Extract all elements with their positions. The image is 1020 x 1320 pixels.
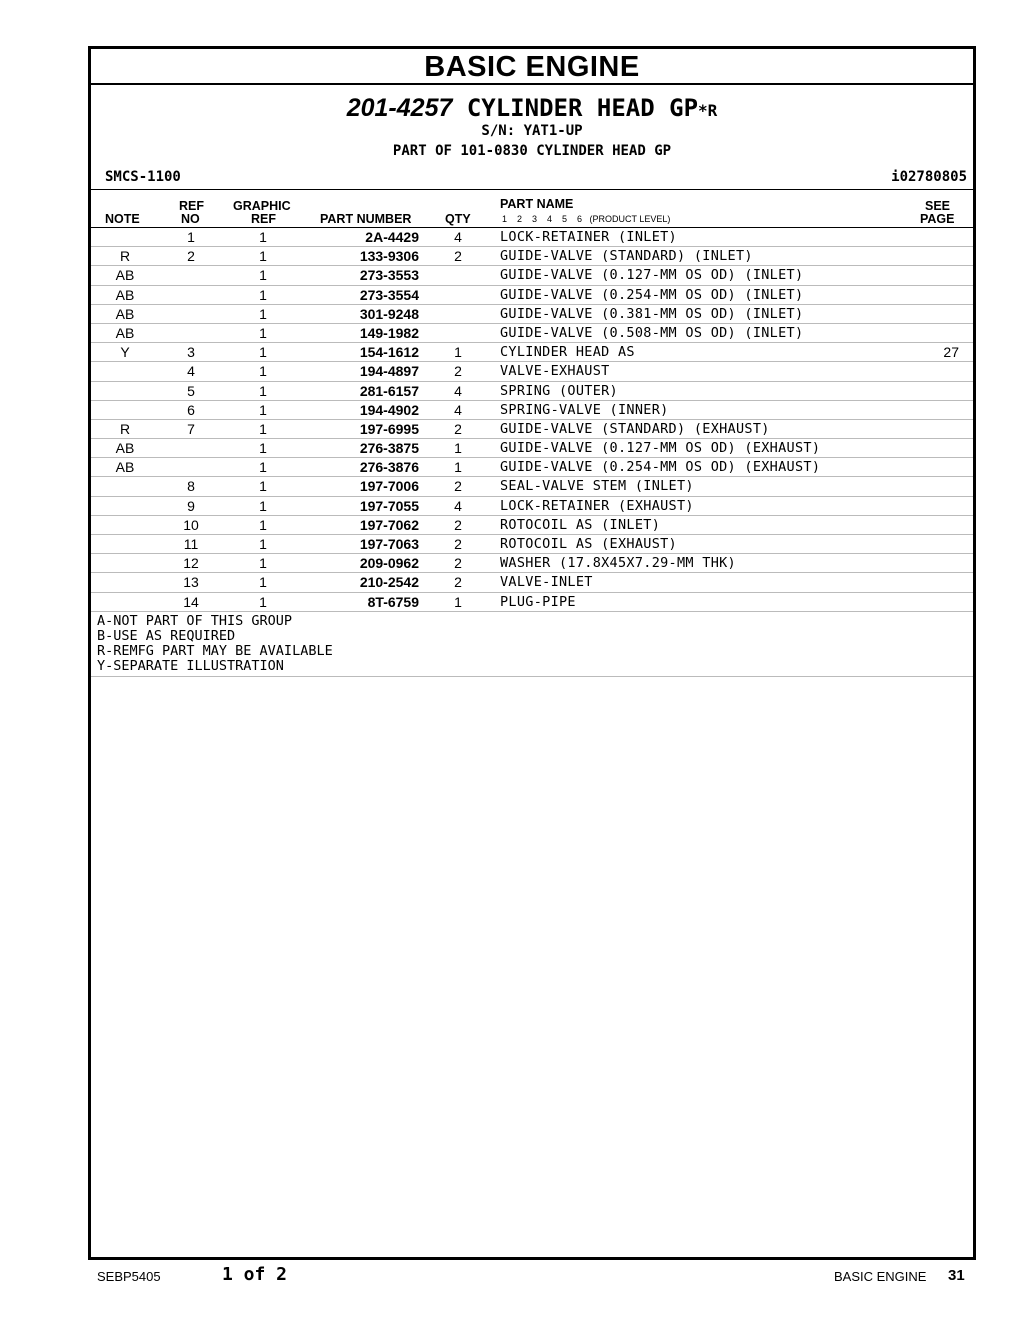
col-see-top: SEE [925, 199, 951, 213]
col-part-name: PART NAME [500, 197, 574, 211]
page-footer [0, 1266, 1020, 1290]
table-row: AB 1 273-3554 GUIDE-VALVE (0.254-MM OS OD) (INLET) [91, 286, 973, 305]
table-row: R 7 1 197-6995 2 GUIDE-VALVE (STANDARD) (EXHAUST) [91, 420, 973, 439]
table-row: 13 1 210-2542 2 VALVE-INLET [91, 573, 973, 592]
table-row: AB 1 276-3876 1 GUIDE-VALVE (0.254-MM OS OD) (EXHAUST) [91, 458, 973, 477]
footnote: R-REMFG PART MAY BE AVAILABLE [97, 642, 333, 659]
section-title: BASIC ENGINE [91, 49, 973, 85]
table-row: Y 3 1 154-1612 1 CYLINDER HEAD AS 27 [91, 343, 973, 362]
page-number: 31 [948, 1267, 965, 1284]
table-row: 8 1 197-7006 2 SEAL-VALVE STEM (INLET) [91, 477, 973, 496]
group-name: CYLINDER HEAD GP [466, 94, 699, 122]
col-see-bottom: PAGE [920, 212, 955, 226]
col-graphic-bottom: REF [251, 212, 276, 226]
table-row: AB 1 273-3553 GUIDE-VALVE (0.127-MM OS OD) (INLET) [91, 266, 973, 285]
page-of: 1 of 2 [222, 1264, 288, 1285]
document-id: SEBP5405 [97, 1269, 161, 1284]
table-row: 11 1 197-7063 2 ROTOCOIL AS (EXHAUST) [91, 535, 973, 554]
footer-section: BASIC ENGINE [834, 1269, 927, 1284]
footnote: B-USE AS REQUIRED [97, 627, 236, 644]
col-product-level: 1 2 3 4 5 6 (PRODUCT LEVEL) [502, 214, 671, 224]
col-ref-bottom: NO [181, 212, 200, 226]
table-row: 5 1 281-6157 4 SPRING (OUTER) [91, 382, 973, 401]
part-of: PART OF 101-0830 CYLINDER HEAD GP [392, 143, 672, 159]
see-page-link[interactable]: 27 [943, 344, 959, 361]
footnote: A-NOT PART OF THIS GROUP [97, 612, 293, 629]
group-suffix: *R [698, 101, 718, 120]
table-row: 6 1 194-4902 4 SPRING-VALVE (INNER) [91, 401, 973, 420]
col-note: NOTE [105, 212, 140, 226]
column-headers [91, 193, 973, 228]
table-row: 14 1 8T-6759 1 PLUG-PIPE [91, 593, 973, 612]
smcs-code: SMCS-1100 [105, 169, 181, 185]
table-row: AB 1 149-1982 GUIDE-VALVE (0.508-MM OS OD) (INLET) [91, 324, 973, 343]
illustration-ref: i02780805 [891, 169, 967, 185]
table-row: AB 1 301-9248 GUIDE-VALVE (0.381-MM OS OD) (INLET) [91, 305, 973, 324]
footnotes [91, 612, 973, 677]
parts-table [91, 228, 973, 612]
group-title [91, 95, 973, 124]
col-part-number: PART NUMBER [320, 212, 412, 226]
table-row: R 2 1 133-9306 2 GUIDE-VALVE (STANDARD) (INLET) [91, 247, 973, 266]
table-row: 10 1 197-7062 2 ROTOCOIL AS (INLET) [91, 516, 973, 535]
serial-number: S/N: YAT1-UP [481, 123, 583, 139]
footnote: Y-SEPARATE ILLUSTRATION [97, 657, 284, 674]
col-ref-top: REF [179, 199, 204, 213]
table-row: 12 1 209-0962 2 WASHER (17.8X45X7.29-MM THK) [91, 554, 973, 573]
table-row: 4 1 194-4897 2 VALVE-EXHAUST [91, 362, 973, 381]
col-qty: QTY [445, 212, 471, 226]
parts-page-frame [88, 46, 976, 1260]
table-row: 1 1 2A-4429 4 LOCK-RETAINER (INLET) [91, 228, 973, 247]
divider [91, 189, 973, 190]
group-number: 201-4257 [346, 94, 453, 122]
table-row: AB 1 276-3875 1 GUIDE-VALVE (0.127-MM OS OD) (EXHAUST) [91, 439, 973, 458]
group-header [91, 85, 973, 193]
col-graphic-top: GRAPHIC [233, 199, 291, 213]
table-row: 9 1 197-7055 4 LOCK-RETAINER (EXHAUST) [91, 497, 973, 516]
